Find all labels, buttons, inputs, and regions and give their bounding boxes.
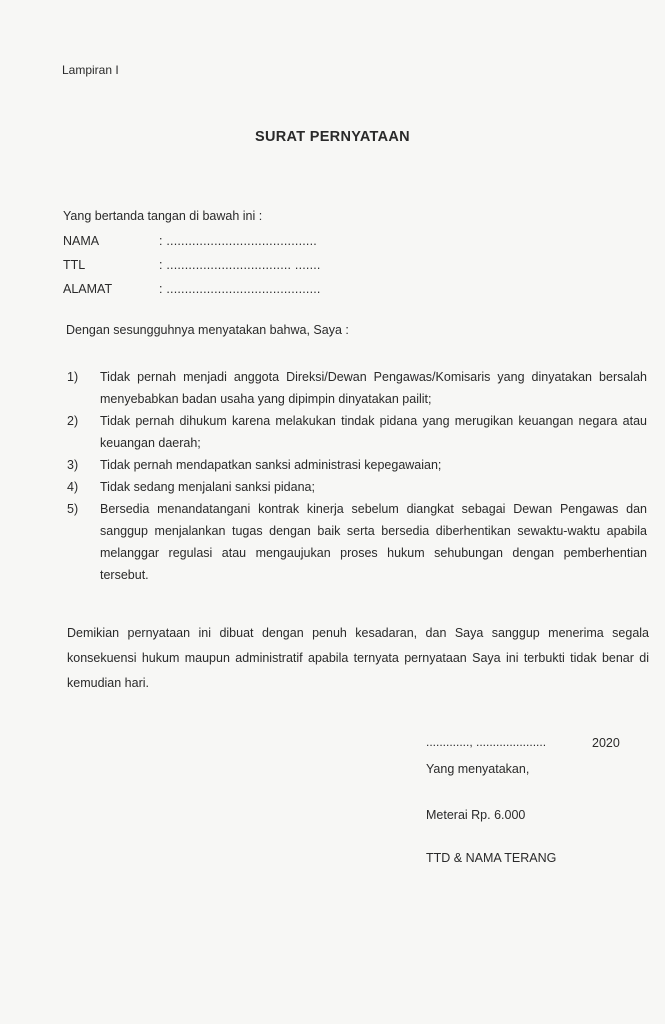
- year-text: 2020: [592, 736, 620, 750]
- stamp-duty-text: Meterai Rp. 6.000: [426, 808, 526, 822]
- list-item: [67, 410, 647, 454]
- field-label: TTL: [63, 258, 86, 272]
- item-text: Tidak pernah mendapatkan sanksi administrasi kepegawaian;: [100, 458, 442, 472]
- statement-lead: Dengan sesungguhnya menyatakan bahwa, Saya :: [66, 323, 349, 337]
- item-text: Tidak pernah menjadi anggota Direksi/Dewan Pengawas/Komisaris yang dinyatakan bersalah menyebabkan badan usaha yang dipimpin dinyatakan pailit;: [100, 370, 647, 406]
- item-number: 4): [67, 480, 79, 494]
- document-title: SURAT PERNYATAAN: [255, 129, 410, 145]
- field-label: ALAMAT: [63, 282, 113, 296]
- item-number: 2): [67, 414, 79, 428]
- item-text: Bersedia menandatangani kontrak kinerja sebelum diangkat sebagai Dewan Pengawas dan sanggup menjalankan tugas dengan baik serta bersedia diberhentikan sewaktu-waktu apabila melanggar regulasi atau mengaujukan proses hukum sehubungan dengan pemberhentian tersebut.: [100, 502, 647, 582]
- field-blank: : ..........................................: [159, 282, 321, 296]
- field-nama: [63, 234, 383, 252]
- item-number: 1): [67, 370, 79, 384]
- field-ttl: [63, 258, 383, 276]
- item-text: Tidak sedang menjalani sanksi pidana;: [100, 480, 315, 494]
- declarant-text: Yang menyatakan,: [426, 762, 530, 776]
- field-blank: : .................................. .......: [159, 258, 321, 272]
- list-item: [67, 366, 647, 410]
- field-label: NAMA: [63, 234, 100, 248]
- list-item: [67, 476, 647, 498]
- item-number: 3): [67, 458, 79, 472]
- field-blank: : .........................................: [159, 234, 317, 248]
- attachment-label: Lampiran I: [62, 63, 119, 77]
- signature-name-line: TTD & NAMA TERANG: [426, 851, 557, 865]
- list-item: [67, 498, 647, 586]
- list-item: [67, 454, 647, 476]
- closing-paragraph: Demikian pernyataan ini dibuat dengan penuh kesadaran, dan Saya sanggup menerima segala konsekuensi hukum maupun administratif apabila ternyata pernyataan Saya ini terbukti tidak benar di kemudian hari.: [67, 626, 649, 690]
- statement-list: [67, 366, 647, 586]
- item-number: 5): [67, 502, 79, 516]
- field-alamat: [63, 282, 383, 300]
- item-text: Tidak pernah dihukum karena melakukan tindak pidana yang merugikan keuangan negara atau keuangan daerah;: [100, 414, 647, 450]
- place-date-blank: ............., .....................: [426, 735, 547, 749]
- intro-text: Yang bertanda tangan di bawah ini :: [63, 209, 263, 223]
